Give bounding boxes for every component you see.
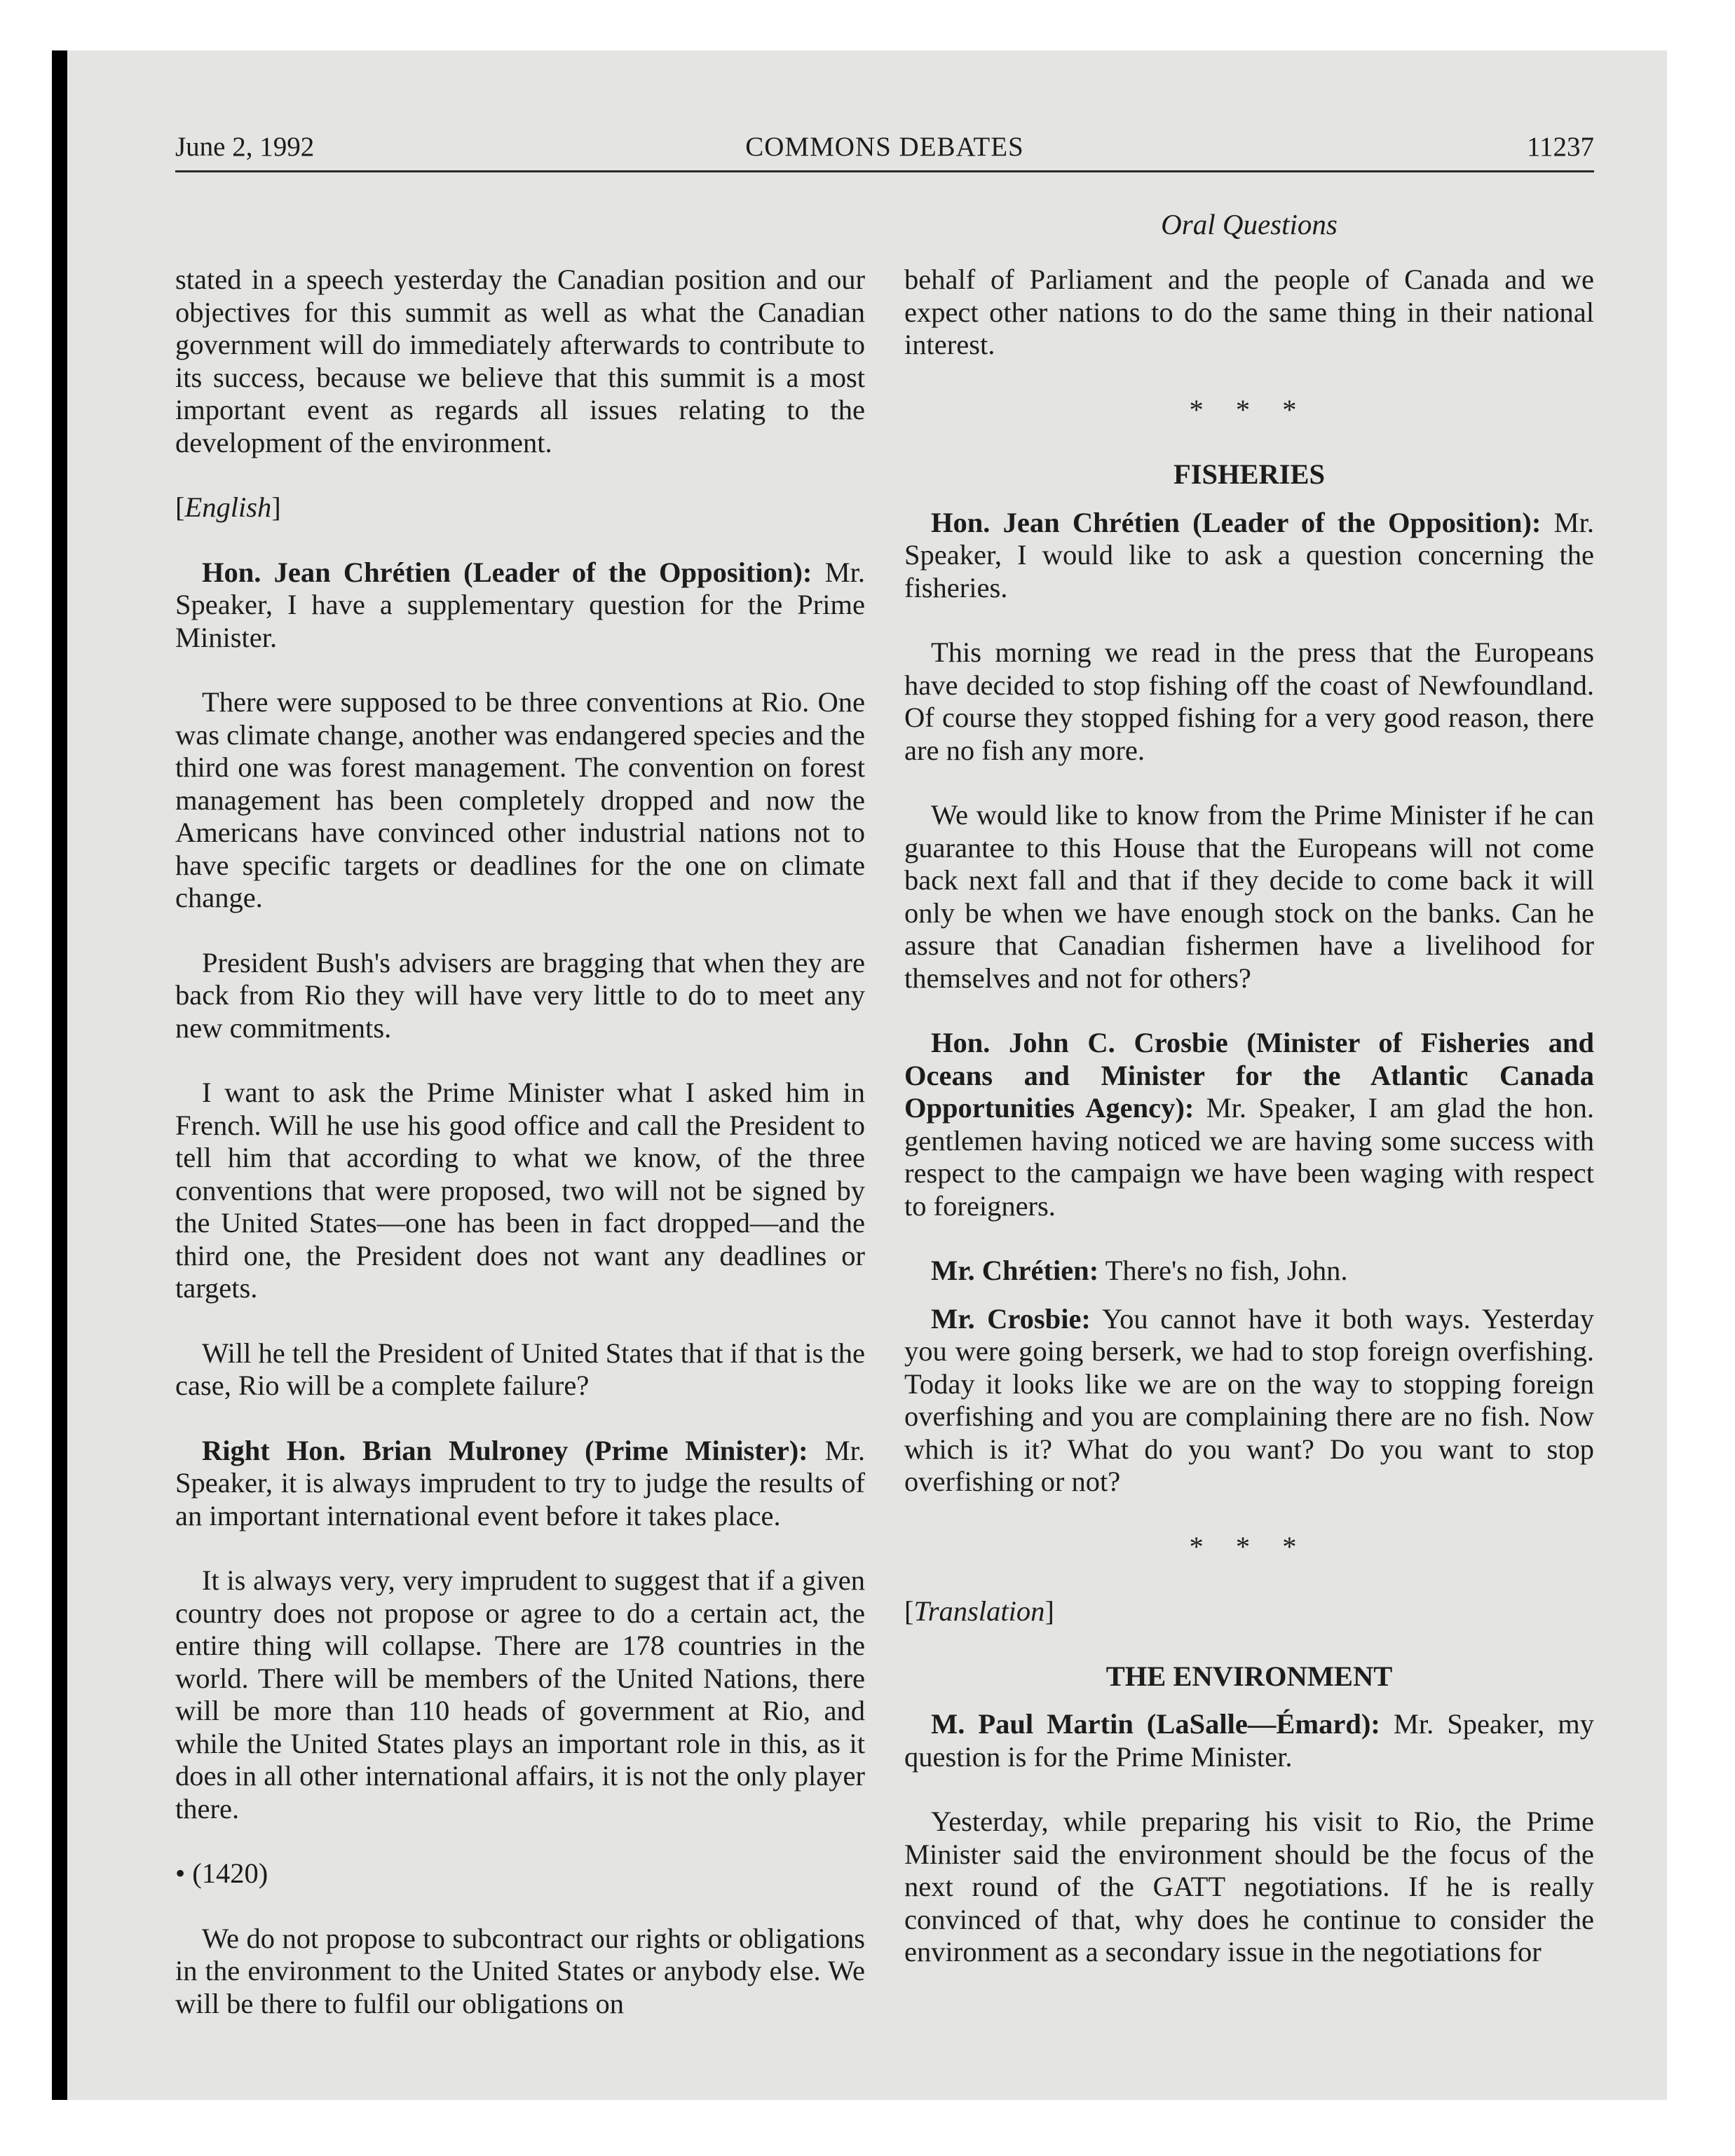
header-title: COMMONS DEBATES bbox=[745, 132, 1024, 162]
right-column bbox=[904, 264, 1594, 2001]
section-separator: * * * bbox=[1189, 1530, 1309, 1562]
paragraph: Will he tell the President of United States that if that is the case, Rio will be a complete failure? bbox=[175, 1337, 865, 1401]
scan-edge-bar bbox=[52, 50, 67, 2100]
paragraph: I want to ask the Prime Minister what I asked him in French. Will he use his good office and call the President to tell him that according to what we know, of the three conventions that were proposed, two will not be signed by the United States—one has been in fact dropped—and the third one, the President does not want any deadlines or targets. bbox=[175, 1077, 865, 1304]
subject-heading-environment: THE ENVIRONMENT bbox=[1105, 1660, 1393, 1692]
speech-paragraph: Mr. Chrétien: There's no fish, John. bbox=[931, 1255, 1348, 1286]
speech-paragraph: Mr. Crosbie: You cannot have it both ways. Yesterday you were going berserk, we had to stop foreign overfishing. Today it looks like we are on the way to stopping foreign overfishing and you are complaining there are no fish. Now which is it? What do you want? Do you want to stop overfishing or not? bbox=[904, 1302, 1594, 1497]
paragraph: Yesterday, while preparing his visit to Rio, the Prime Minister said the environment should be the focus of the next round of the GATT negotiations. If he is really convinced of that, why does he continue to consider the environment as a secondary issue in the negotiations for bbox=[904, 1806, 1594, 1967]
speaker-name: Mr. Crosbie: bbox=[931, 1302, 1091, 1335]
speech-paragraph: Hon. Jean Chrétien (Leader of the Opposition): Mr. Speaker, I have a supplementary question for the Prime Minister. bbox=[175, 556, 865, 653]
left-column bbox=[175, 264, 865, 2052]
language-tag: [Translation] bbox=[904, 1595, 1054, 1627]
speech-paragraph: Right Hon. Brian Mulroney (Prime Minister): Mr. Speaker, it is always imprudent to try to judge the results of an important international event before it takes place. bbox=[175, 1434, 865, 1531]
speaker-name: M. Paul Martin (LaSalle—Émard): bbox=[931, 1708, 1380, 1740]
speech-paragraph: Hon. Jean Chrétien (Leader of the Opposition): Mr. Speaker, I would like to ask a question concerning the fisheries. bbox=[904, 506, 1594, 603]
speaker-name: Mr. Chrétien: bbox=[931, 1255, 1099, 1286]
speaker-name: Hon. Jean Chrétien (Leader of the Opposition): bbox=[931, 506, 1542, 538]
section-separator: * * * bbox=[1189, 393, 1309, 425]
running-header bbox=[175, 130, 1594, 172]
section-title: Oral Questions bbox=[1161, 208, 1338, 240]
speaker-name: Hon. Jean Chrétien (Leader of the Opposition): bbox=[202, 556, 812, 588]
header-page-number: 11237 bbox=[1526, 132, 1594, 162]
paragraph: We do not propose to subcontract our rights or obligations in the environment to the United States or anybody else. We will be there to fulfil our obligations on bbox=[175, 1922, 865, 2019]
header-rule bbox=[175, 170, 1594, 172]
subject-heading-fisheries: FISHERIES bbox=[1173, 458, 1326, 490]
speech-paragraph: M. Paul Martin (LaSalle—Émard): Mr. Speaker, my question is for the Prime Minister. bbox=[904, 1708, 1594, 1773]
paragraph: This morning we read in the press that the Europeans have decided to stop fishing off the coast of Newfoundland. Of course they stopped fishing for a very good reason, there are no fish any more. bbox=[904, 636, 1594, 766]
header-date: June 2, 1992 bbox=[175, 132, 315, 162]
paragraph: behalf of Parliament and the people of Canada and we expect other nations to do the same thing in their national interest. bbox=[904, 264, 1594, 360]
language-tag: [English] bbox=[175, 491, 281, 523]
paragraph: It is always very, very imprudent to suggest that if a given country does not propose or agree to do a certain act, the entire thing will collapse. There are 178 countries in the world. There will be members of the United Nations, there will be more than 110 heads of government at Rio, and while the United States plays an important role in this, as it does in all other international affairs, it is not the only player there. bbox=[175, 1564, 865, 1824]
paragraph: stated in a speech yesterday the Canadian position and our objectives for this summit as well as what the Canadian government will do immediately afterwards to contribute to its success, because we believe that this summit is a most important event as regards all issues relating to the development of the environment. bbox=[175, 264, 865, 458]
paragraph: President Bush's advisers are bragging that when they are back from Rio they will have very little to do to meet any new commitments. bbox=[175, 946, 865, 1044]
paragraph: We would like to know from the Prime Minister if he can guarantee to this House that the Europeans will not come back next fall and that if they decide to come back it will only be when we have enough stock on the banks. Can he assure that Canadian fishermen have a livelihood for themselves and not for others? bbox=[904, 799, 1594, 994]
speaker-name: Right Hon. Brian Mulroney (Prime Minister): bbox=[202, 1434, 808, 1466]
speaker-name: Hon. John C. Crosbie (Minister of Fisheries and Oceans and Minister for the Atlantic Canada Opportunities Agency): bbox=[904, 1027, 1594, 1124]
paragraph: There were supposed to be three conventions at Rio. One was climate change, another was endangered species and the third one was forest management. The convention on forest management has been completely dropped and now the Americans have convinced other industrial nations not to have specific targets or deadlines for the one on climate change. bbox=[175, 686, 865, 913]
time-marker: • (1420) bbox=[175, 1857, 268, 1889]
speech-paragraph: Hon. John C. Crosbie (Minister of Fisheries and Oceans and Minister for the Atlantic Canada Opportunities Agency): Mr. Speaker, I am glad the hon. gentlemen having noticed we are having some success with respect to the campaign we have been waging with respect to foreigners. bbox=[904, 1027, 1594, 1222]
